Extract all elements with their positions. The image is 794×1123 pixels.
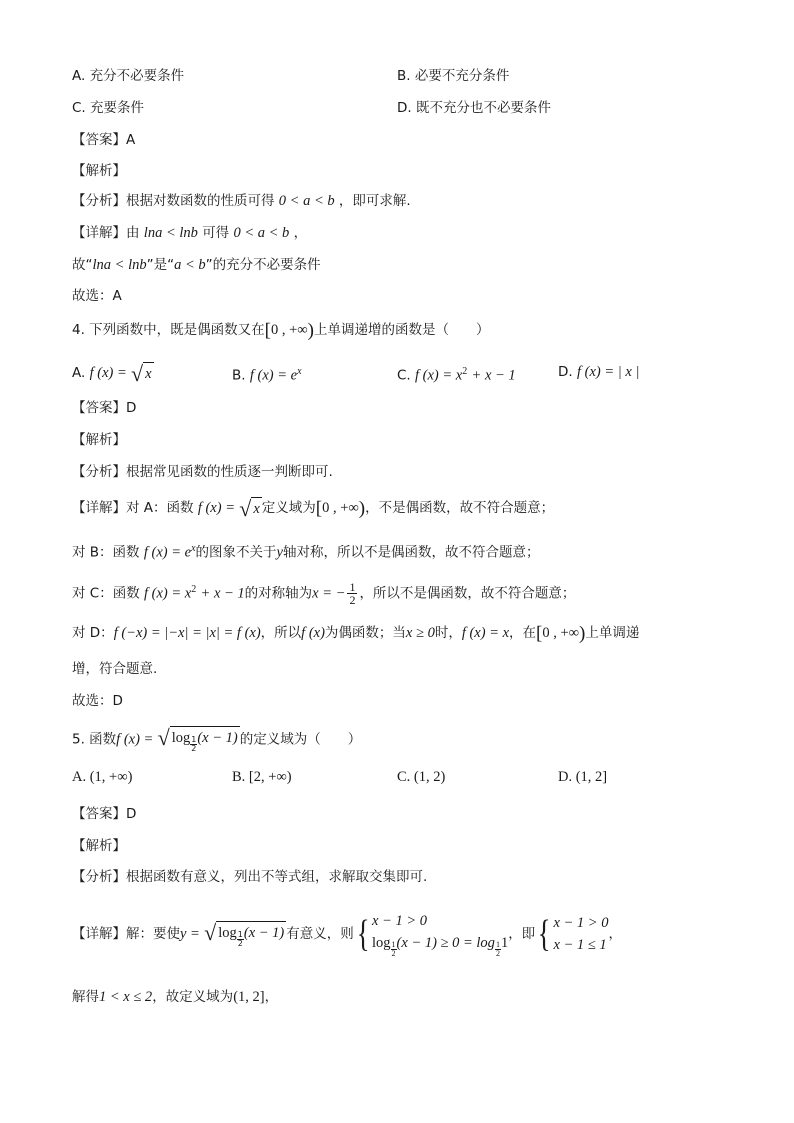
q4-a-int: 0 , +∞	[322, 500, 359, 516]
q5-sys1-row1: x − 1 > 0	[372, 913, 428, 929]
q4-opt-b-label: B.	[232, 367, 246, 384]
q4-opt-b-sup: x	[297, 366, 302, 377]
q4-bracket-close: )	[307, 320, 314, 341]
q5-sys1-half-n: 1	[391, 940, 396, 949]
q5-sol-3: ，	[264, 989, 279, 1005]
q3-fenxi-end: ，即可求解.	[338, 193, 411, 209]
q4-option-c	[397, 362, 516, 386]
q5-option-c: C. (1, 2)	[397, 769, 446, 785]
q5-option-d: D. (1, 2]	[558, 769, 608, 785]
q4-opt-c-label: C.	[397, 367, 411, 384]
q5-sys1-half-d2: 2	[495, 949, 500, 958]
q4-opt-a-f: f (x) =	[89, 365, 127, 381]
q3-fenxi	[72, 191, 411, 211]
q4-d-3: 为偶函数；当	[324, 625, 406, 641]
q4-stem-1: 4. 下列函数中，既是偶函数又在	[72, 322, 265, 338]
q4-c-f: f (x) = x	[144, 585, 192, 602]
q5-answer: 【答案】D	[72, 806, 137, 822]
sqrt-symbol: √ log $\frac{1}{2}$ (x − 1)	[204, 919, 285, 948]
sqrt-symbol: √ x	[239, 496, 260, 521]
q4-d-int: 0 , +∞	[542, 625, 580, 641]
q4-c-sup: 2	[191, 584, 197, 595]
q5-detail	[72, 908, 622, 960]
q4-detail-d	[72, 623, 639, 644]
q4-d-5: ，在	[509, 625, 537, 641]
q3-fenxi-text: 【分析】根据对数函数的性质可得	[72, 193, 275, 209]
q5-sys1-r2a: log	[372, 935, 391, 951]
q3-option-d: D. 既不充分也不必要条件	[397, 100, 551, 116]
inequality-system-2	[535, 908, 608, 960]
q4-stem-2: 上单调递增的函数是（ ）	[313, 322, 490, 338]
q5-stem	[72, 726, 361, 753]
left-brace-icon: {	[537, 913, 551, 955]
q4-d-6: 上单调递	[585, 625, 640, 641]
q3-option-a: A. 充分不必要条件	[72, 68, 185, 84]
q4-opt-c-sup: 2	[462, 366, 468, 377]
q4-c-num: 1	[349, 580, 356, 594]
q4-c-3: ，所以不是偶函数，故不符合题意；	[359, 585, 576, 602]
sqrt-symbol: √ x	[131, 361, 152, 386]
q5-sys2-row1: x − 1 > 0	[553, 915, 609, 931]
q4-opt-d: f (x) = | x |	[576, 364, 640, 380]
q3-answer: 【答案】A	[72, 132, 136, 148]
q5-xj-1: 【详解】解：要使	[72, 926, 180, 942]
q4-detail-c	[72, 580, 575, 606]
q4-opt-a-rad: x	[143, 362, 153, 384]
q3-conclusion-2: ”是“	[146, 257, 175, 273]
q4-d-bracket-close: )	[579, 623, 586, 644]
q3-fenxi-math: 0 < a < b	[278, 193, 335, 209]
q5-option-b: B. [2, +∞)	[232, 769, 292, 785]
q3-conclusion-math2: a < b	[174, 257, 206, 273]
q4-c-2: 的对称轴为	[244, 585, 313, 602]
q3-xiangjie-math2: 0 < a < b	[233, 225, 290, 241]
q4-b-y: y	[276, 544, 283, 561]
q4-stem-interval: 0 , +∞	[271, 322, 308, 338]
q3-conclusion-math1: lna < lnb	[92, 257, 147, 273]
q3-analysis-label: 【解析】	[72, 163, 126, 179]
q4-opt-c-2: + x − 1	[471, 367, 516, 384]
q4-d-4: 时，	[434, 625, 462, 641]
q5-sol-m: 1 < x ≤ 2	[99, 989, 153, 1005]
q4-b-sup: x	[191, 543, 196, 554]
q5-xj-arg: (x − 1)	[243, 924, 285, 941]
q3-xiangjie-math1: lna < lnb	[143, 225, 198, 241]
q4-b-3: 轴对称，所以不是偶函数，故不符合题意；	[282, 544, 540, 561]
q4-a-rad: x	[251, 497, 261, 519]
q3-option-b: B. 必要不充分条件	[397, 68, 510, 84]
q4-fenxi: 【分析】根据常见函数的性质逐一判断即可.	[72, 464, 333, 480]
q4-option-a	[72, 362, 154, 384]
q5-sys1-half-n2: 1	[495, 940, 500, 949]
q4-stem	[72, 320, 489, 341]
q4-detail-a	[72, 497, 554, 519]
q5-stem-1: 5. 函数	[72, 731, 117, 748]
q3-xiangjie-end: ，	[293, 225, 308, 241]
q4-a-2: 定义域为	[261, 500, 316, 516]
q5-sys2-row2: x − 1 ≤ 1	[553, 937, 607, 953]
q4-option-b	[232, 362, 302, 386]
q4-choose: 故选：D	[72, 693, 123, 709]
q5-sys1-r2b: (x − 1) ≥ 0 = log	[396, 935, 495, 951]
q3-xiangjie-prefix: 【详解】由	[72, 225, 140, 241]
q5-sol-2: ，故定义域为	[152, 989, 234, 1005]
q4-a-f: f (x) =	[197, 500, 235, 516]
q5-sys1-row2	[372, 932, 508, 958]
q5-xj-y: y =	[180, 926, 200, 942]
q4-d-m1: f (−x) = |−x| = |x| = f (x)	[113, 625, 261, 641]
q5-half-d: 2	[191, 744, 197, 753]
fraction	[347, 581, 357, 606]
q4-d-bracket-open: [	[536, 623, 543, 644]
q4-bracket-open: [	[264, 320, 271, 341]
q4-analysis-label: 【解析】	[72, 432, 126, 448]
q4-detail-b	[72, 539, 539, 563]
q3-xiangjie	[72, 223, 307, 243]
q4-a-bracket-open: [	[315, 498, 323, 519]
q5-half-n: 1	[191, 735, 197, 744]
q5-stem-arg: (x − 1)	[197, 730, 238, 746]
q4-b-1: 对 B：函数	[72, 544, 140, 561]
q3-conclusion-3: ”的充分不必要条件	[205, 257, 321, 273]
q4-detail-d-cont: 增，符合题意.	[72, 661, 158, 677]
q4-c-1: 对 C：函数	[72, 585, 140, 602]
q4-c-den: 2	[349, 593, 356, 607]
inequality-system-1	[354, 908, 508, 960]
q3-conclusion-1: 故“	[72, 257, 93, 273]
q5-xj-4: ，	[608, 926, 622, 942]
q4-b-2: 的图象不关于	[195, 544, 277, 561]
q5-stem-f: f (x) =	[116, 731, 154, 748]
q4-a-1: 【详解】对 A：函数	[72, 500, 194, 516]
q5-stem-2: 的定义域为（ ）	[239, 731, 362, 748]
q5-xj-half-d: 2	[237, 938, 243, 948]
q3-option-c: C. 充要条件	[72, 100, 145, 116]
q4-answer: 【答案】D	[72, 400, 137, 416]
q5-sol-1: 解得	[72, 989, 99, 1005]
q4-c-f2: + x − 1	[200, 585, 245, 602]
q5-sol-int: (1, 2]	[233, 989, 265, 1005]
q4-opt-d-label: D.	[558, 364, 573, 380]
q5-fenxi: 【分析】根据函数有意义，列出不等式组，求解取交集即可.	[72, 869, 428, 885]
q5-xj-log: log	[218, 924, 237, 941]
q3-choose: 故选：A	[72, 288, 122, 304]
q5-sys1-r2c: 1	[500, 935, 509, 951]
q4-d-m2: f (x)	[301, 625, 325, 641]
q5-xj-3: ，即	[508, 926, 536, 942]
fraction	[237, 931, 244, 948]
q4-opt-b: f (x) = e	[249, 367, 298, 384]
q5-xj-half-n: 1	[237, 929, 243, 939]
q4-d-m4: f (x) = x	[461, 625, 510, 641]
q4-d-1: 对 D：	[72, 625, 114, 641]
q5-solution	[72, 987, 278, 1007]
q4-a-3: ，不是偶函数，故不符合题意；	[365, 500, 555, 516]
q5-option-a: A. (1, +∞)	[72, 769, 133, 785]
q4-b-f: f (x) = e	[143, 544, 192, 561]
sqrt-symbol: √ log $\frac{1}{2}$ (x − 1)	[157, 725, 238, 753]
q4-opt-c-1: f (x) = x	[415, 367, 463, 384]
q4-d-m3: x ≥ 0	[405, 625, 435, 641]
q3-xiangjie-mid: 可得	[202, 225, 230, 241]
q4-option-d	[558, 362, 639, 382]
q4-opt-a-label: A.	[72, 365, 86, 381]
q5-sys1-half-d: 2	[391, 949, 396, 958]
q4-a-bracket-close: )	[358, 498, 366, 519]
q5-analysis-label: 【解析】	[72, 838, 126, 854]
q5-stem-log: log	[171, 730, 191, 746]
q4-c-x: x = −	[312, 585, 346, 602]
left-brace-icon: {	[356, 913, 370, 955]
q4-d-2: ，所以	[260, 625, 302, 641]
q5-xj-2: 有意义，则	[286, 926, 354, 942]
q3-conclusion	[72, 255, 321, 275]
